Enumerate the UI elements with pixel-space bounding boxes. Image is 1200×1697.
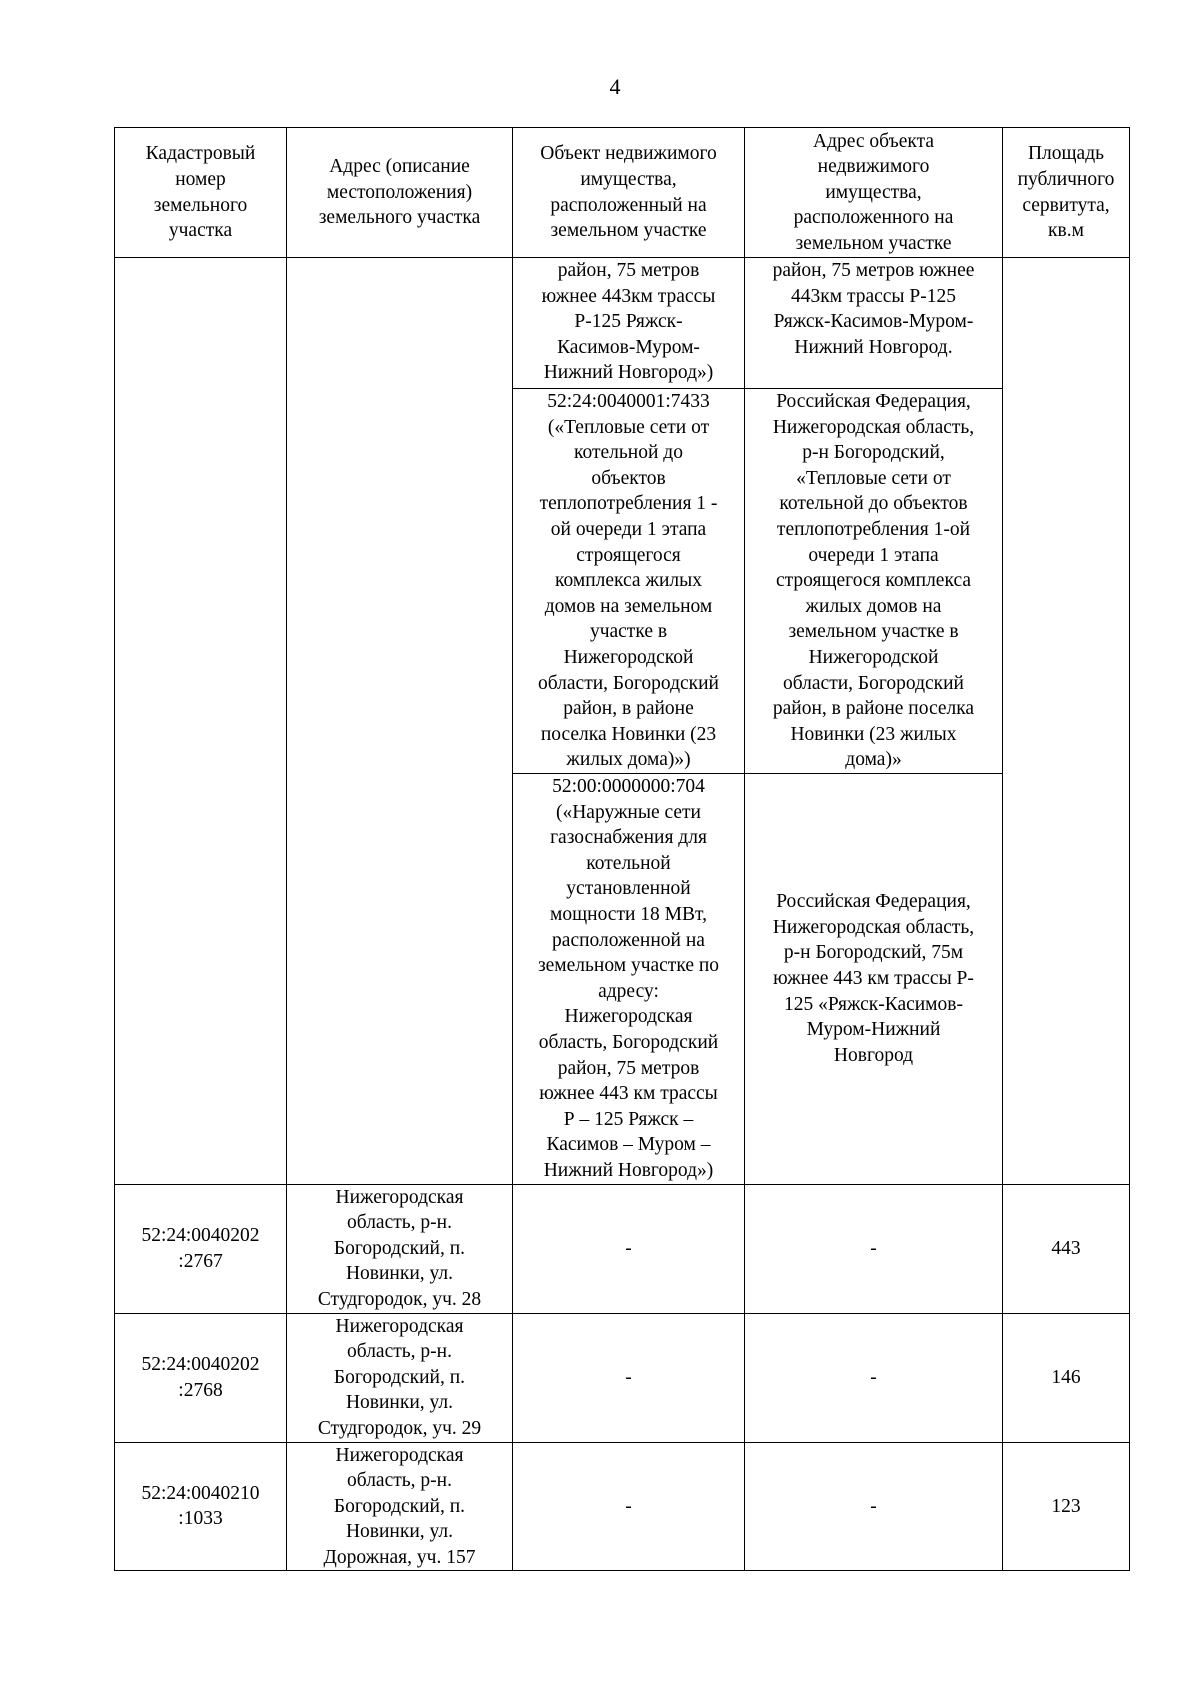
table-row (115, 1184, 1130, 1313)
property-object-cell: 52:00:0000000:704 («Наружные сети газоснабжения для котельной установленной мощности 18 МВт, расположенной на земельном участке по адресу: Нижегородская область, Богородский район, 75 метров южнее 443 км трассы Р – 125 Ряжск – Касимов – Муром – Нижний Новгород») (513, 774, 745, 1185)
land-address-cell: Нижегородская область, р-н. Богородский, п. Новинки, ул. Дорожная, уч. 157 (287, 1442, 513, 1571)
land-address-cell: Нижегородская область, р-н. Богородский, п. Новинки, ул. Студгородок, уч. 28 (287, 1184, 513, 1313)
easement-area-cell: 146 (1003, 1313, 1130, 1442)
header-property-address: Адрес объекта недвижимого имущества, расположенного на земельном участке (745, 128, 1003, 258)
cadastral-number-cell: 52:24:0040210 :1033 (115, 1442, 287, 1571)
property-address-cell: район, 75 метров южнее 443км трассы Р-125 Ряжск-Касимов-Муром- Нижний Новгород. (745, 258, 1003, 389)
cadastral-number-cell: 52:24:0040202 :2768 (115, 1313, 287, 1442)
property-object-cell: - (513, 1313, 745, 1442)
property-address-cell: Российская Федерация, Нижегородская область, р-н Богородский, 75м южнее 443 км трассы Р- 125 «Ряжск-Касимов- Муром-Нижний Новгород (745, 774, 1003, 1185)
easement-table (114, 127, 1130, 1571)
header-easement-area: Площадь публичного сервитута, кв.м (1003, 128, 1130, 258)
table-header-row (115, 128, 1130, 258)
table-row (115, 258, 1130, 389)
property-address-cell: - (745, 1442, 1003, 1571)
property-object-cell: - (513, 1442, 745, 1571)
property-address-cell: - (745, 1313, 1003, 1442)
header-cadastral-number: Кадастровый номер земельного участка (115, 128, 287, 258)
header-land-address: Адрес (описание местоположения) земельного участка (287, 128, 513, 258)
easement-area-cell: 443 (1003, 1184, 1130, 1313)
property-object-cell: 52:24:0040001:7433 («Тепловые сети от котельной до объектов теплопотребления 1 - ой очереди 1 этапа строящегося комплекса жилых домов на земельном участке в Нижегородской области, Богородский район, в районе поселка Новинки (23 жилых дома)») (513, 389, 745, 774)
header-property-object: Объект недвижимого имущества, расположенный на земельном участке (513, 128, 745, 258)
continuation-cadastral-number (115, 258, 287, 1185)
table-row (115, 1313, 1130, 1442)
property-address-cell: Российская Федерация, Нижегородская область, р-н Богородский, «Тепловые сети от котельной до объектов теплопотребления 1-ой очереди 1 этапа строящегося комплекса жилых домов на земельном участке в Нижегородской области, Богородский район, в районе поселка Новинки (23 жилых дома)» (745, 389, 1003, 774)
table-row (115, 1442, 1130, 1571)
easement-area-cell: 123 (1003, 1442, 1130, 1571)
cadastral-number-cell: 52:24:0040202 :2767 (115, 1184, 287, 1313)
property-address-cell: - (745, 1184, 1003, 1313)
land-address-cell: Нижегородская область, р-н. Богородский, п. Новинки, ул. Студгородок, уч. 29 (287, 1313, 513, 1442)
continuation-easement-area (1003, 258, 1130, 1185)
page-number: 4 (609, 74, 621, 99)
property-object-cell: район, 75 метров южнее 443км трассы Р-125 Ряжск- Касимов-Муром- Нижний Новгород») (513, 258, 745, 389)
property-object-cell: - (513, 1184, 745, 1313)
continuation-land-address (287, 258, 513, 1185)
